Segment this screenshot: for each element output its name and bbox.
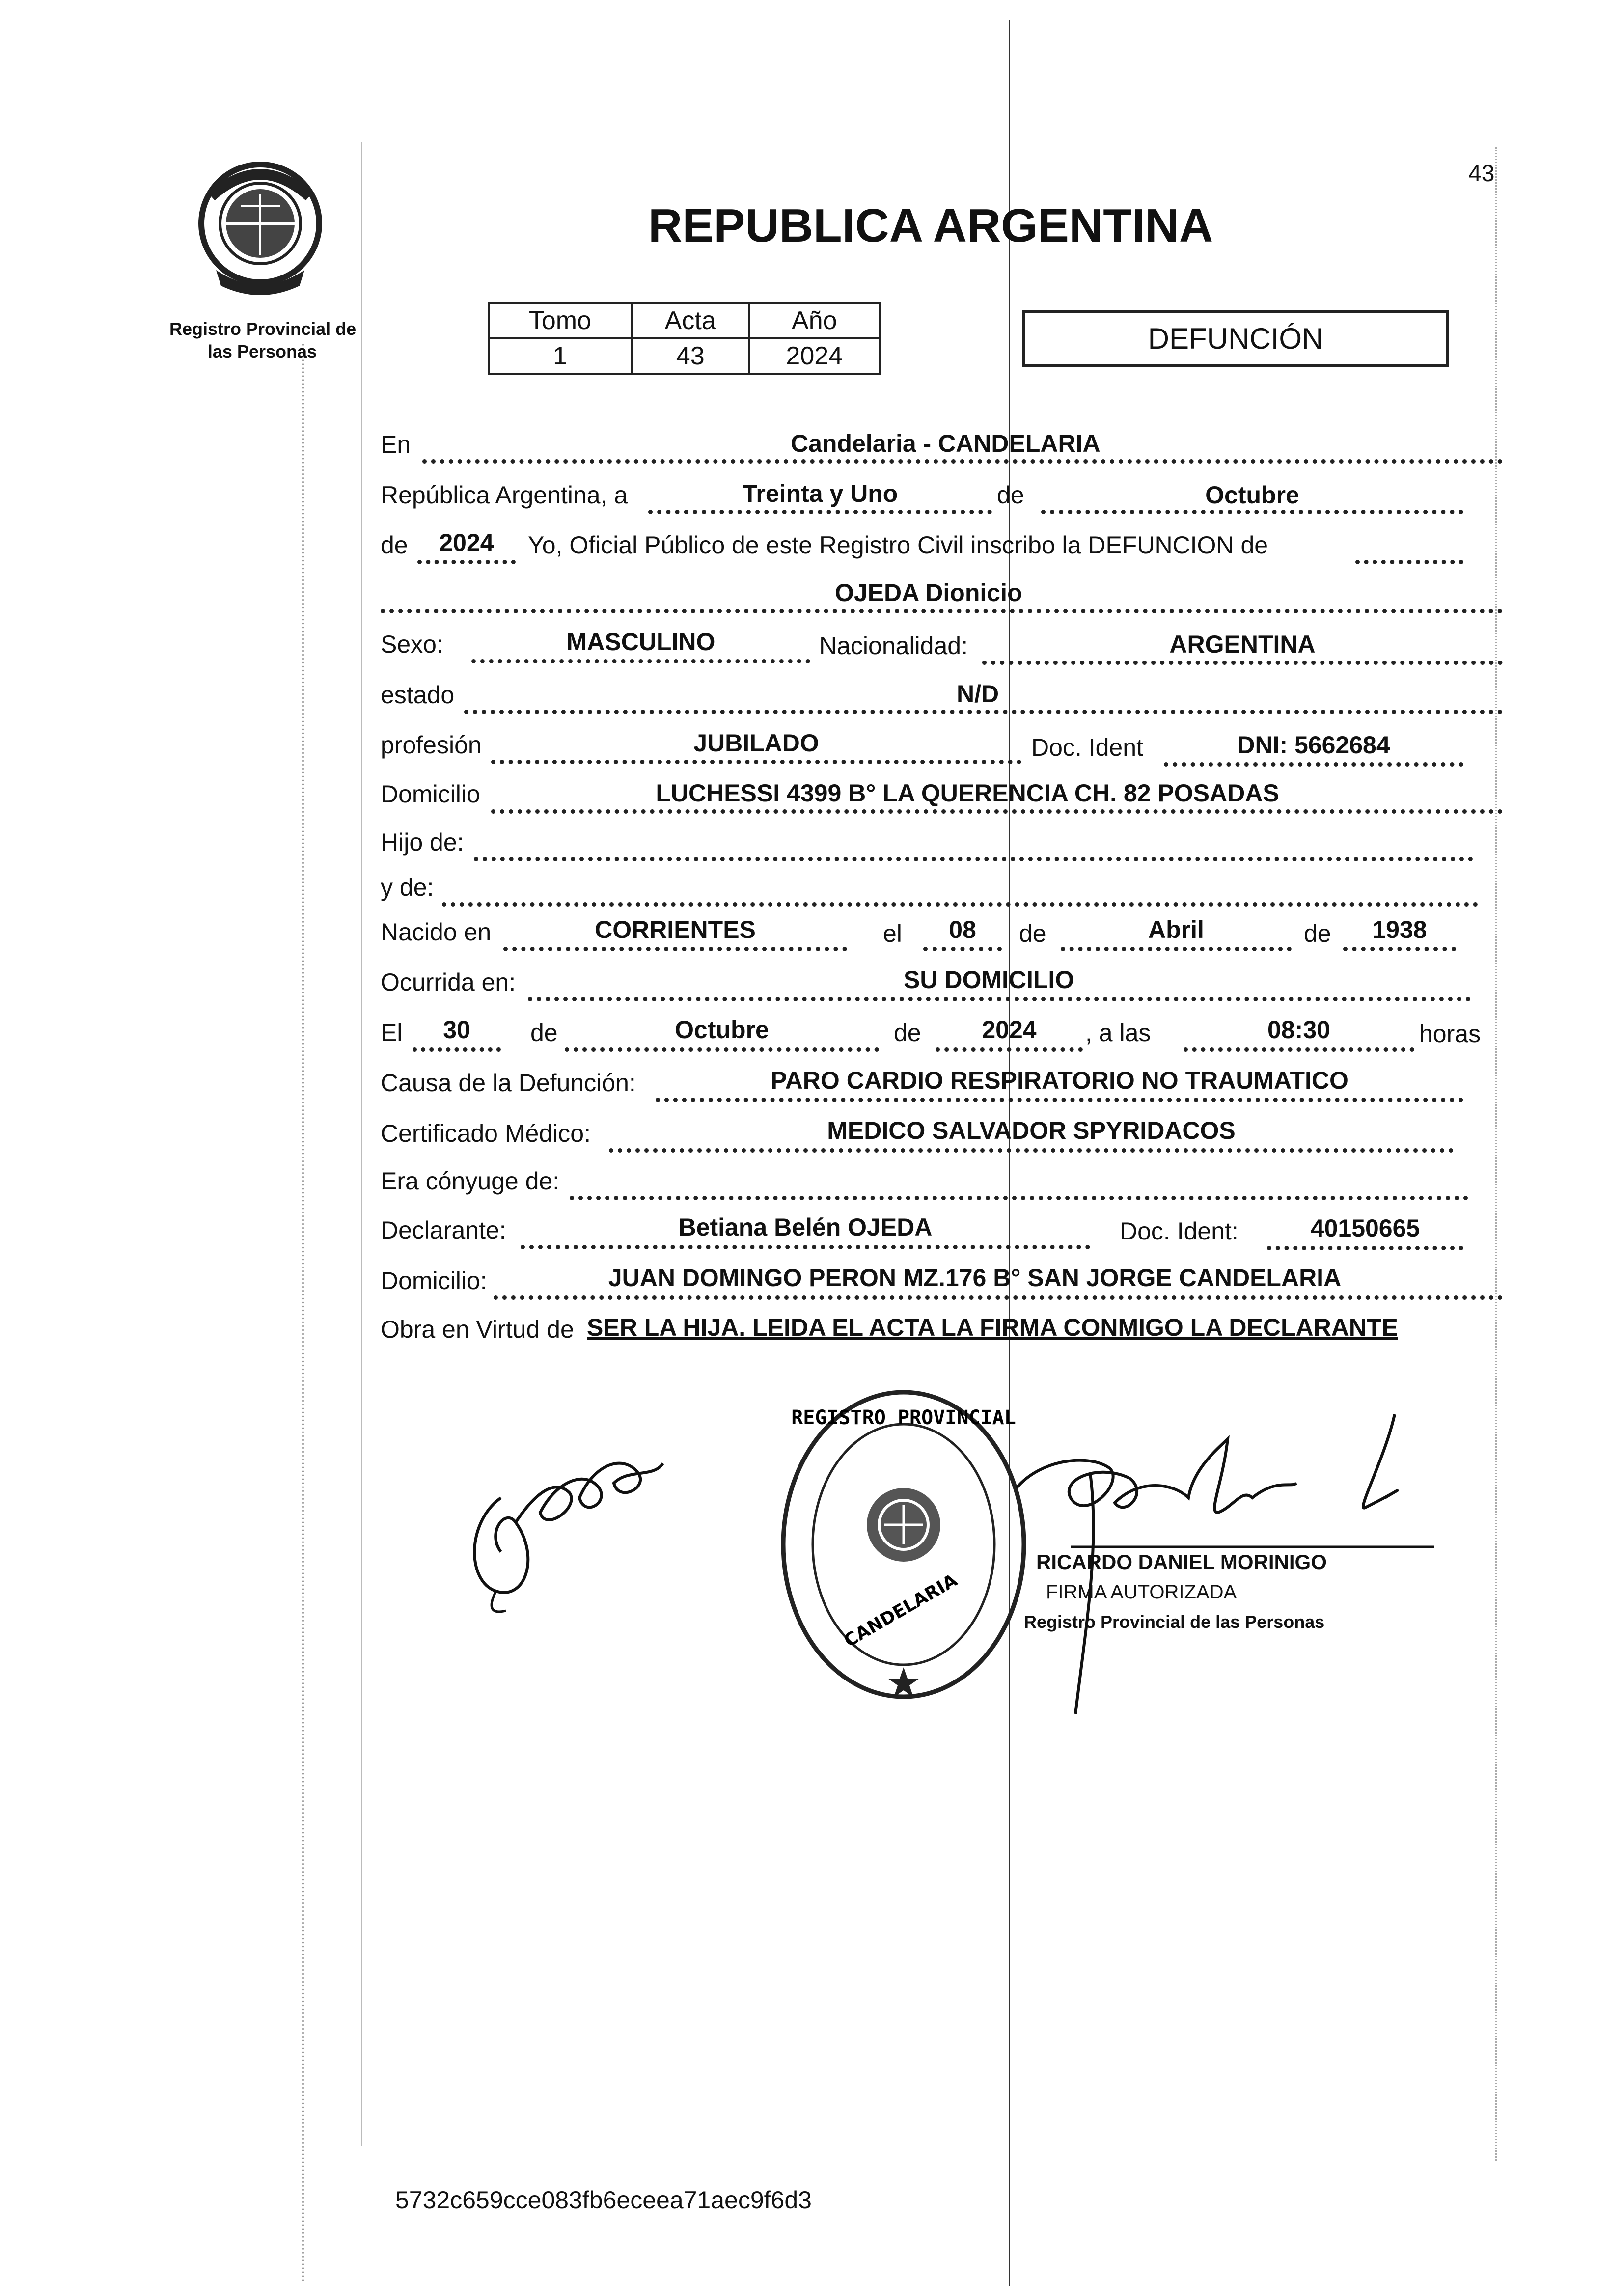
document-hash: 5732c659cce083fb6eceea71aec9f6d3	[395, 2186, 812, 2214]
death-year-dotline	[936, 1047, 1083, 1052]
signer-org: Registro Provincial de las Personas	[1024, 1612, 1325, 1632]
estado-label: estado	[381, 681, 455, 709]
certificado-dotline	[609, 1148, 1454, 1153]
profesion-label: profesión	[381, 731, 482, 759]
de6-label: de	[894, 1019, 921, 1047]
declarante-label: Declarante:	[381, 1216, 506, 1244]
nacido-month-dotline	[1061, 947, 1292, 951]
en-label: En	[381, 431, 411, 458]
declarante-value: Betiana Belén OJEDA	[678, 1213, 933, 1241]
sexo-value: MASCULINO	[566, 628, 716, 656]
death-year: 2024	[982, 1016, 1037, 1044]
declarant-signature	[457, 1434, 673, 1621]
nacido-day-dotline	[923, 947, 1002, 951]
year-value: 2024	[439, 529, 494, 556]
nacionalidad-value: ARGENTINA	[1169, 631, 1316, 658]
causa-value: PARO CARDIO RESPIRATORIO NO TRAUMATICO	[771, 1067, 1349, 1094]
signer-name: RICARDO DANIEL MORINIGO	[1036, 1550, 1327, 1573]
page-number: 43	[1468, 161, 1495, 187]
doc2-value: 40150665	[1310, 1214, 1420, 1242]
right-edge-marks	[1495, 147, 1502, 2161]
domicilio-value: LUCHESSI 4399 B° LA QUERENCIA CH. 82 POSADAS	[656, 779, 1279, 807]
registry-line2: las Personas	[207, 341, 317, 361]
stamp-center-text: CANDELARIA	[840, 1570, 961, 1652]
nacionalidad-label: Nacionalidad:	[819, 632, 968, 660]
causa-dotline	[656, 1098, 1463, 1102]
de2-label: de	[381, 531, 408, 559]
de5-label: de	[530, 1019, 558, 1047]
profesion-dotline	[491, 760, 1021, 764]
doc-value: DNI: 5662684	[1237, 731, 1390, 759]
alas-label: , a las	[1085, 1019, 1151, 1047]
death-time-dotline	[1184, 1047, 1414, 1052]
profesion-value: JUBILADO	[693, 729, 819, 757]
meta-header-acta: Acta	[632, 303, 749, 338]
death-month: Octubre	[675, 1016, 769, 1044]
meta-header-tomo: Tomo	[489, 303, 632, 338]
conyuge-dotline	[570, 1196, 1468, 1200]
svg-text:REGISTRO PROVINCIAL: REGISTRO PROVINCIAL	[791, 1406, 1016, 1429]
el-label: el	[883, 920, 902, 947]
meta-value-tomo: 1	[489, 338, 632, 374]
death-time: 08:30	[1267, 1016, 1330, 1044]
record-type-label: DEFUNCIÓN	[1148, 322, 1323, 355]
yo-text: Yo, Oficial Público de este Registro Civil inscribo la DEFUNCION de	[528, 531, 1268, 559]
declarante-dotline	[521, 1245, 1090, 1249]
left-margin-marks	[361, 142, 367, 2146]
el2-label: El	[381, 1019, 403, 1047]
nacido-dotline	[503, 947, 847, 951]
misiones-seal-icon	[196, 157, 324, 295]
year-dotline	[417, 560, 516, 564]
ocurrida-dotline	[528, 997, 1471, 1001]
hijo-label: Hijo de:	[381, 828, 464, 856]
horas-label: horas	[1419, 1020, 1481, 1047]
name-dotline	[381, 609, 1503, 613]
ocurrida-label: Ocurrida en:	[381, 968, 516, 996]
certificado-label: Certificado Médico:	[381, 1120, 591, 1147]
republica-day: Treinta y Uno	[742, 480, 898, 507]
meta-value-anio: 2024	[749, 338, 880, 374]
conyuge-label: Era cónyuge de:	[381, 1167, 560, 1195]
nacido-month: Abril	[1148, 916, 1204, 943]
estado-dotline	[464, 710, 1503, 714]
death-day: 30	[443, 1016, 470, 1044]
yde-dotline	[442, 902, 1478, 907]
hijo-dotline	[474, 857, 1473, 861]
yo-dotline	[1355, 560, 1463, 564]
signer-role: FIRMA AUTORIZADA	[1046, 1581, 1237, 1603]
sexo-dotline	[471, 659, 810, 663]
en-dotline	[422, 459, 1503, 464]
fold-line	[1009, 20, 1010, 2286]
nacido-year-dotline	[1343, 947, 1456, 951]
de3-label: de	[1019, 920, 1046, 947]
doc-label: Doc. Ident	[1031, 734, 1143, 761]
obra-value: SER LA HIJA. LEIDA EL ACTA LA FIRMA CONMIGO LA DECLARANTE	[587, 1314, 1398, 1341]
doc-dotline	[1164, 762, 1463, 767]
domicilio2-dotline	[494, 1295, 1503, 1300]
domicilio-dotline	[491, 809, 1503, 814]
meta-value-acta: 43	[632, 338, 749, 374]
republica-month-dotline	[1041, 510, 1463, 514]
certificado-value: MEDICO SALVADOR SPYRIDACOS	[827, 1117, 1236, 1144]
republica-day-dotline	[648, 510, 992, 514]
estado-value: N/D	[957, 680, 999, 708]
domicilio2-value: JUAN DOMINGO PERON MZ.176 B° SAN JORGE CANDELARIA	[608, 1264, 1342, 1292]
nacionalidad-dotline	[982, 661, 1503, 665]
death-day-dotline	[413, 1047, 501, 1052]
nacido-day: 08	[949, 916, 976, 943]
obra-label: Obra en Virtud de	[381, 1316, 574, 1343]
record-type-box	[1022, 310, 1449, 367]
domicilio2-label: Domicilio:	[381, 1267, 487, 1294]
record-meta-table	[488, 302, 881, 375]
left-edge-marks	[302, 344, 309, 2284]
registry-line1: Registro Provincial de	[169, 319, 357, 339]
sexo-label: Sexo:	[381, 631, 443, 658]
death-month-dotline	[565, 1047, 879, 1052]
doc2-dotline	[1267, 1246, 1463, 1250]
name-value: OJEDA Dionicio	[835, 579, 1022, 606]
de4-label: de	[1304, 920, 1331, 947]
domicilio-label: Domicilio	[381, 780, 480, 808]
yde-label: y de:	[381, 874, 434, 901]
nacido-year: 1938	[1372, 916, 1427, 943]
nacido-label: Nacido en	[381, 918, 492, 946]
ocurrida-value: SU DOMICILIO	[904, 966, 1074, 993]
nacido-value: CORRIENTES	[595, 916, 756, 943]
causa-label: Causa de la Defunción:	[381, 1069, 636, 1097]
page-title: REPUBLICA ARGENTINA	[648, 199, 1213, 252]
en-value: Candelaria - CANDELARIA	[791, 430, 1101, 457]
meta-header-anio: Año	[749, 303, 880, 338]
republica-month: Octubre	[1205, 481, 1299, 509]
official-stamp	[776, 1385, 1031, 1704]
doc2-label: Doc. Ident:	[1120, 1217, 1239, 1245]
de-label: de	[997, 481, 1024, 509]
republica-label: República Argentina, a	[381, 481, 628, 509]
